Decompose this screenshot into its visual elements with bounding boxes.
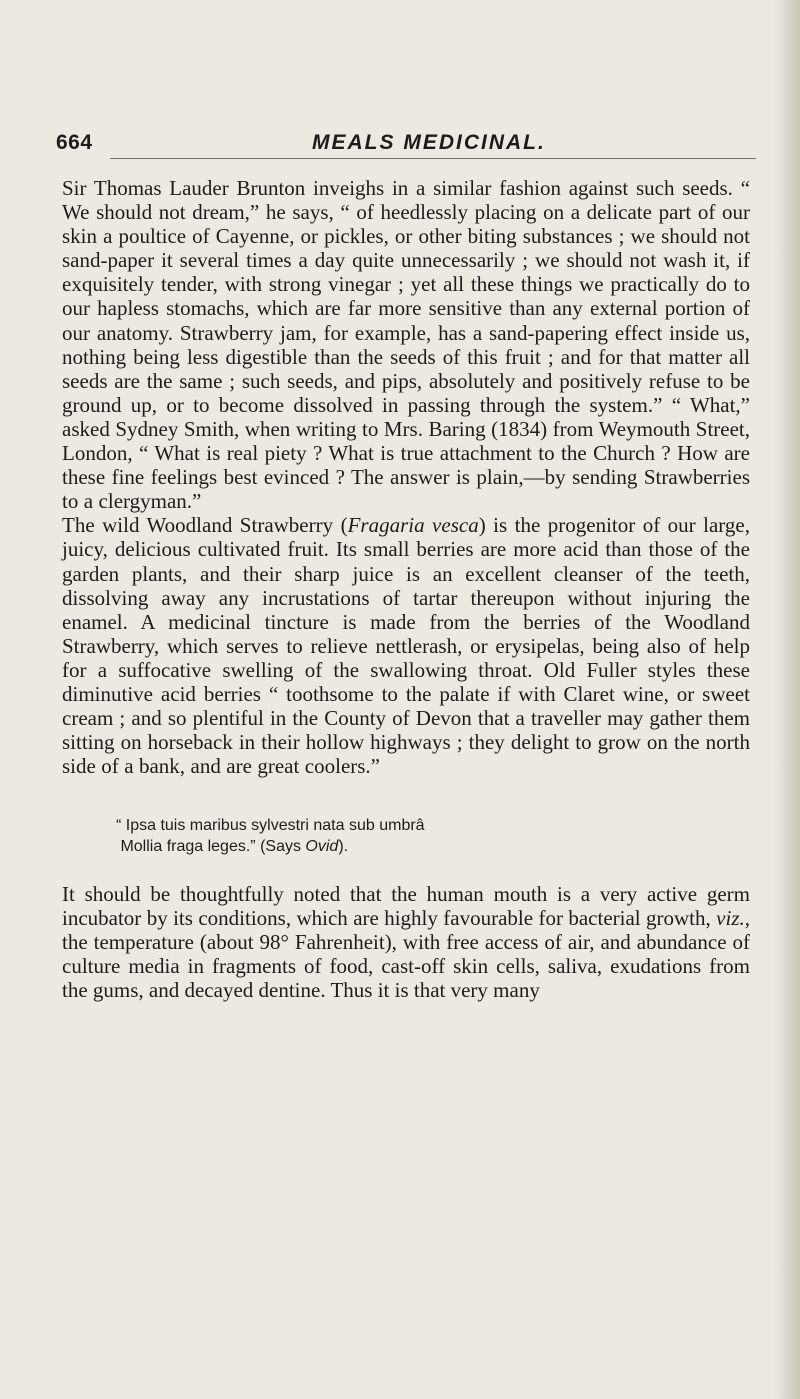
quote-line-2-text: Mollia fraga leges.” (Says <box>120 838 306 855</box>
latin-name: Fragaria vesca <box>347 513 479 538</box>
quote-author: Ovid <box>305 838 339 855</box>
main-text <box>62 176 750 778</box>
paragraph-3-before: It should be thoughtfully noted that the human mouth is a very active germ incubator by its conditions, which are highly favourable for bacterial growth, <box>62 882 750 931</box>
page-number: 664 <box>56 131 93 154</box>
paragraph-2 <box>62 513 750 778</box>
paragraph-2-before: The wild Woodland Strawberry ( <box>62 513 348 538</box>
quote-line-1: “ Ipsa tuis maribus sylvestri nata sub umbrâ <box>116 817 425 834</box>
page-edge-shadow <box>774 0 800 1399</box>
paragraph-1: Sir Thomas Lauder Brunton inveighs in a similar fashion against such seeds. “ We should not dream,” he says, “ of heedlessly placing on a delicate part of our skin a poultice of Cayenne, or pickles, or other biting substances ; we should not sand-paper it several times a day quite unnecessarily ; we should not wash it, if exquisitely tender, with strong vinegar ; yet all these things we practically do to our hapless stomachs, which are far more sensitive than any external portion of our anatomy. Strawberry jam, for example, has a sand-papering effect inside us, nothing being less digestible than the seeds of this fruit ; and for that matter all seeds are the same ; such seeds, and pips, absolutely and positively refuse to be ground up, or to become dissolved in passing through the system.” “ What,” asked Sydney Smith, when writing to Mrs. Baring (1834) from Weymouth Street, London, “ What is real piety ? What is true attachment to the Church ? How are these fine feelings best evinced ? The answer is plain,—by sending Strawberries to a clergyman.” <box>62 176 750 514</box>
paragraph-3-after: , the temperature (about 98° Fahrenheit), with free access of air, and abundance of culture media in fragments of food, cast-off skin cells, saliva, exudations from the gums, and decayed dentine. Thus it is that very many <box>62 906 750 1003</box>
main-text-continued <box>62 882 750 1002</box>
paragraph-2-after: ) is the progenitor of our large, juicy, delicious cultivated fruit. Its small berries are more acid than those of the garden plants, and their sharp juice is an excellent cleanser of the teeth, dissolving away any incrustations of tartar thereupon without injuring the enamel. A medicinal tincture is made from the berries of the Woodland Strawberry, which serves to relieve nettlerash, or erysipelas, being also of help for a suffocative swelling of the swallowing throat. Old Fuller styles these diminutive acid berries “ toothsome to the palate if with Claret wine, or sweet cream ; and so plentiful in the County of Devon that a traveller may gather them sitting on horseback in their hollow highways ; they delight to grow on the north side of a bank, and are great coolers.” <box>62 513 750 779</box>
quote-line-2 <box>116 836 636 857</box>
page-header <box>56 131 756 161</box>
paragraph-3 <box>62 882 750 1002</box>
quote-line-2-end: ). <box>338 838 349 855</box>
running-title: MEALS MEDICINAL. <box>312 131 546 154</box>
latin-quote <box>116 815 636 857</box>
viz-abbreviation: viz. <box>716 906 745 931</box>
header-rule <box>110 158 756 159</box>
